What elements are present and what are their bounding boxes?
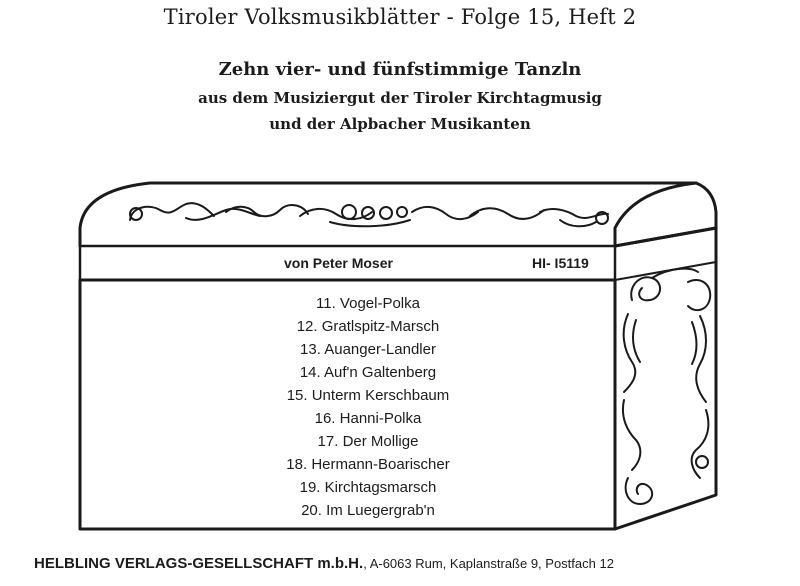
publisher-address: , A-6063 Rum, Kaplanstraße 9, Postfach 12 <box>363 556 614 571</box>
list-item: 11. Vogel-Polka <box>316 295 420 312</box>
description-line-2: und der Alpbacher Musikanten <box>269 115 531 133</box>
track-list <box>260 292 476 522</box>
page-title: Tiroler Volksmusikblätter - Folge 15, Heft 2 <box>163 5 637 29</box>
chest-side <box>615 228 716 529</box>
subtitle: Zehn vier- und fünfstimmige Tanzln <box>218 59 582 80</box>
publisher-name: HELBLING VERLAGS-GESELLSCHAFT m.b.H. <box>34 555 364 572</box>
publisher-footer <box>34 555 614 573</box>
side-ornament <box>623 269 710 504</box>
list-item: 15. Unterm Kerschbaum <box>286 387 450 404</box>
author-label: von Peter Moser <box>284 255 393 271</box>
list-item: 12. Gratlspitz-Marsch <box>296 318 440 335</box>
list-item: 13. Auanger-Landler <box>300 341 436 358</box>
list-item: 20. Im Luegergrab'n <box>301 502 435 519</box>
list-item: 14. Auf'n Galtenberg <box>299 364 437 381</box>
lid-ornament <box>130 203 608 226</box>
list-item: 18. Hermann-Boarischer <box>286 456 450 473</box>
list-item: 16. Hanni-Polka <box>314 410 422 427</box>
description-line-1: aus dem Musiziergut der Tiroler Kirchtagmusig <box>198 89 602 107</box>
edition-code: HI- I5119 <box>532 255 589 271</box>
list-item: 17. Der Mollige <box>317 433 419 450</box>
list-item: 19. Kirchtagsmarsch <box>299 479 437 496</box>
